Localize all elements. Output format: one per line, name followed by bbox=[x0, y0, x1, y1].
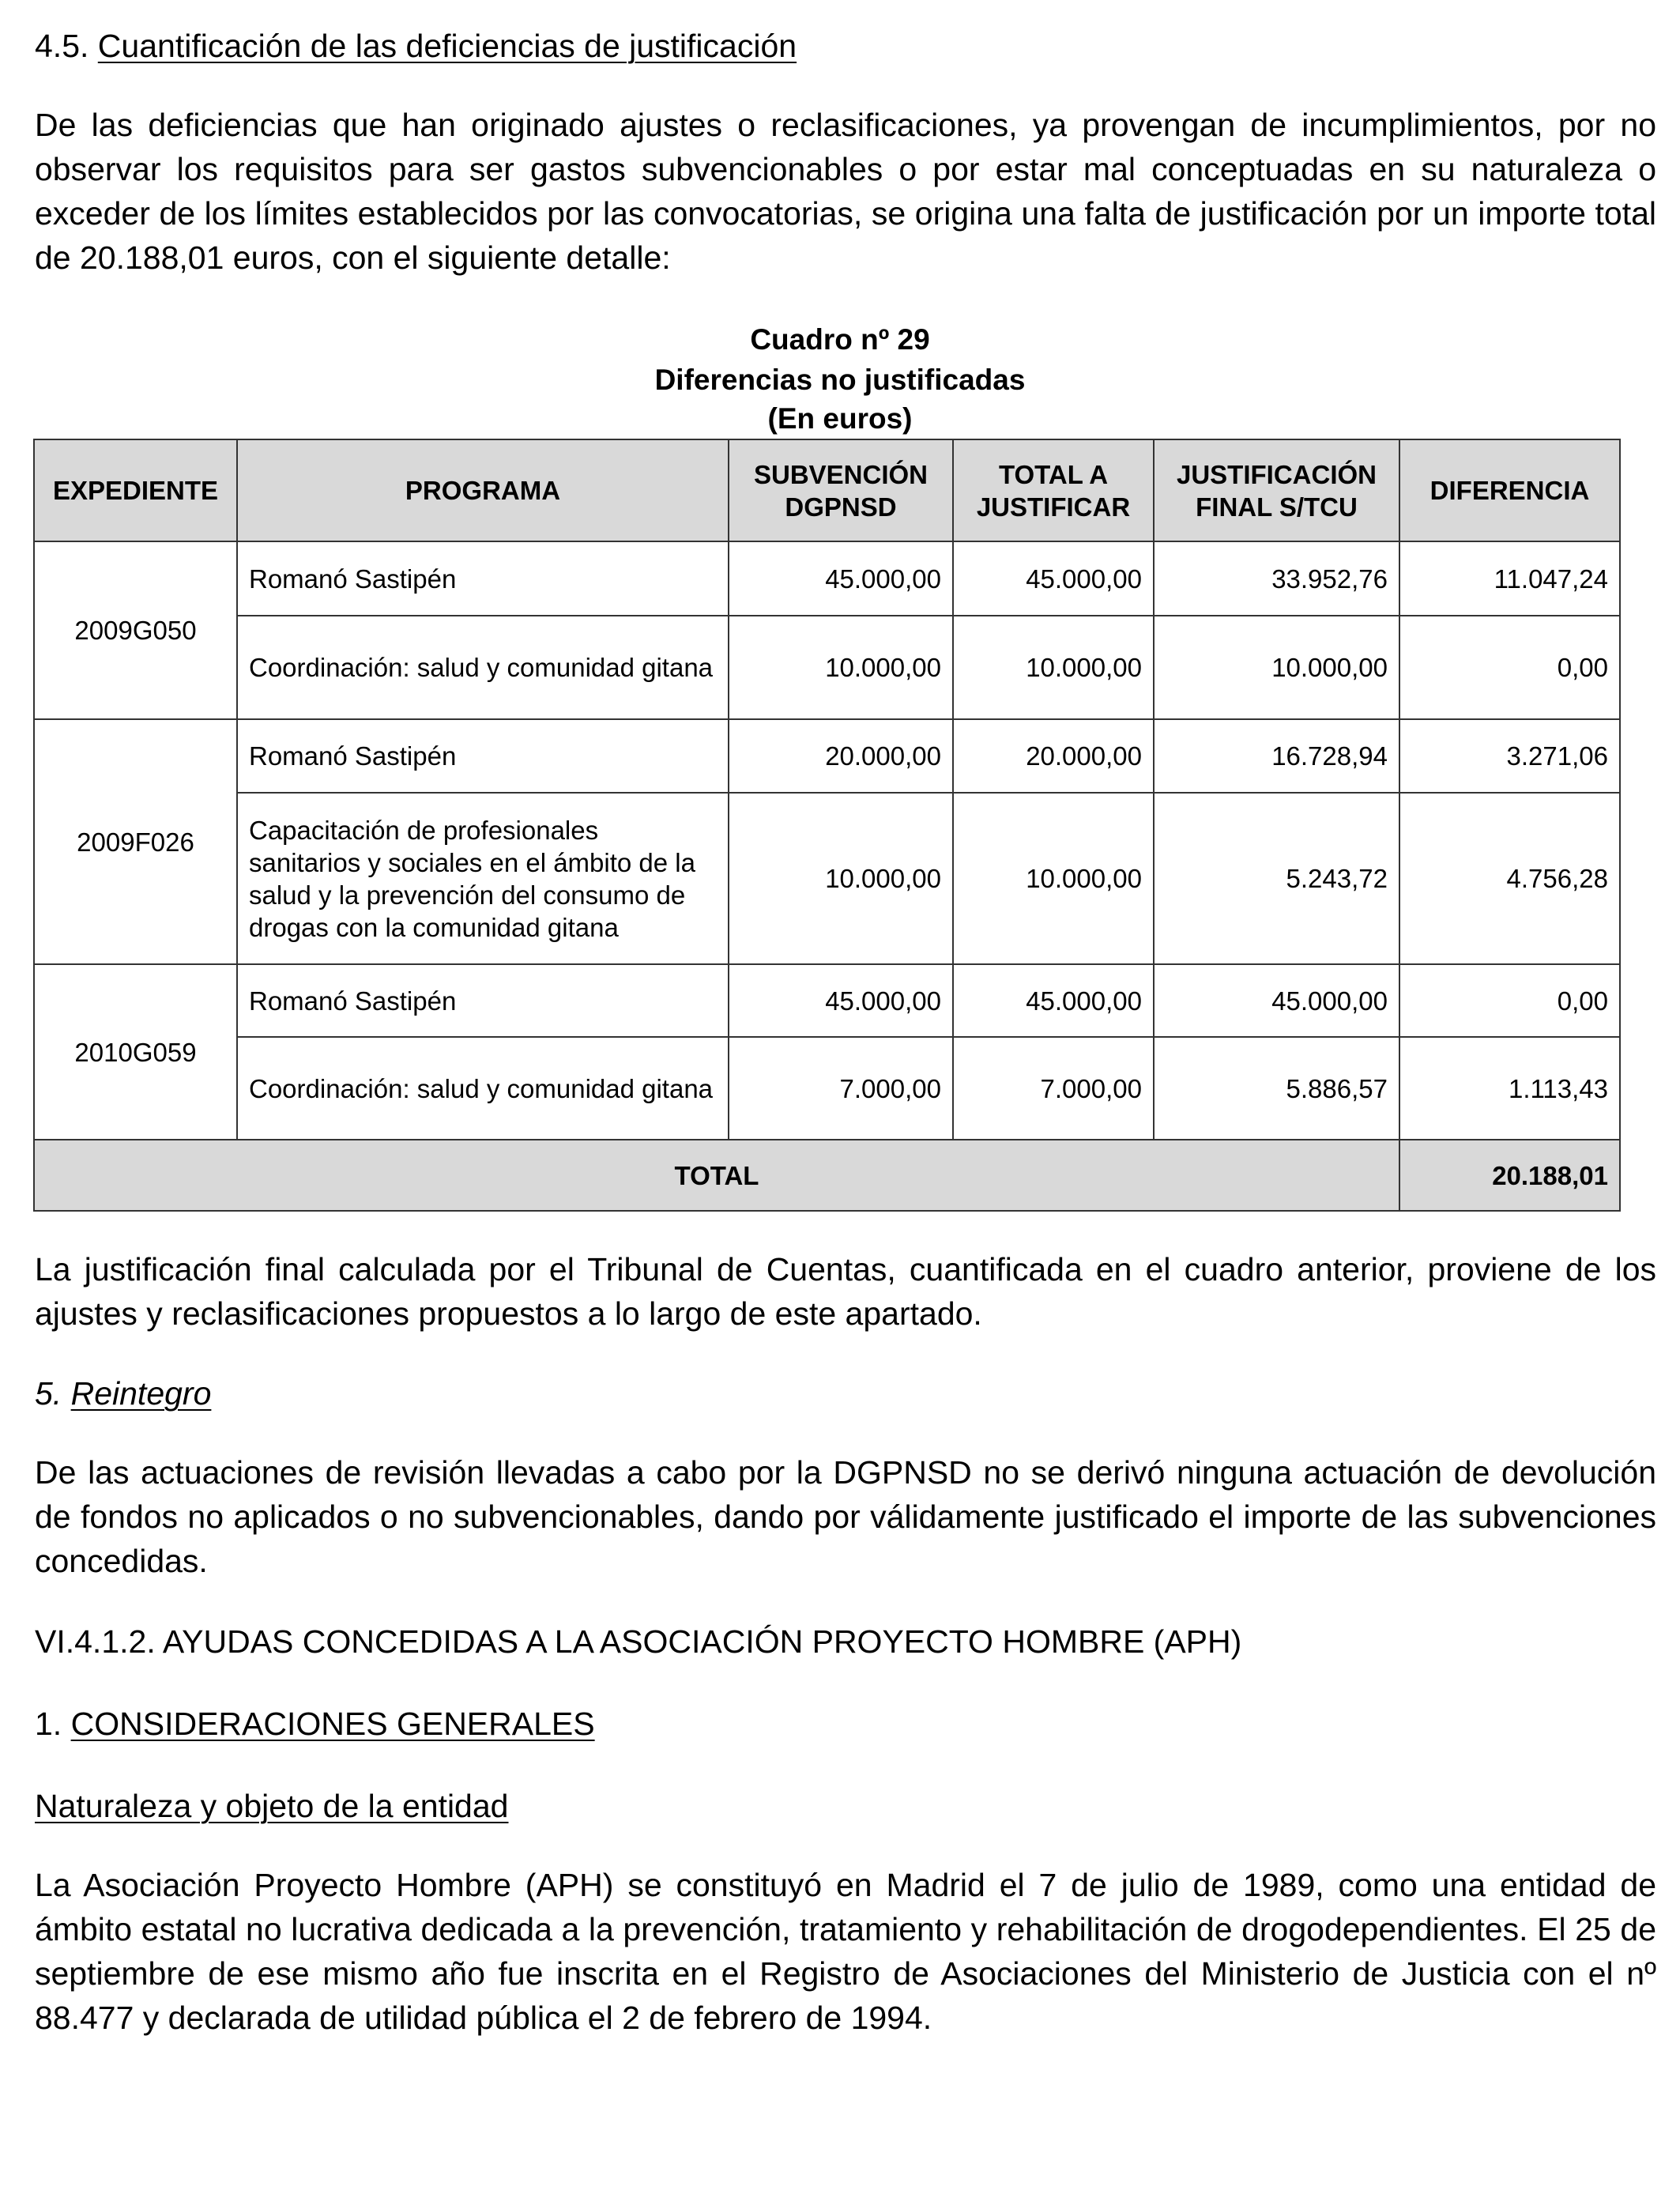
diferencia-cell: 1.113,43 bbox=[1399, 1037, 1620, 1140]
expediente-cell: 2009F026 bbox=[34, 719, 237, 964]
expediente-cell: 2010G059 bbox=[34, 964, 237, 1140]
intro-paragraph: De las deficiencias que han originado ajustes o reclasificaciones, ya provengan de incumplimientos, por no observar los requisitos para ser gastos subvencionables o por estar mal conceptuadas en su naturaleza o exceder de los límites establecidos por las convocatorias, se origina una falta de justificación por un importe total de 20.188,01 euros, con el siguiente detalle: bbox=[35, 107, 1656, 276]
total-cell: 45.000,00 bbox=[953, 964, 1154, 1037]
aph-paragraph: La Asociación Proyecto Hombre (APH) se constituyó en Madrid el 7 de julio de 1989, como una entidad de ámbito estatal no lucrativa dedicada a la prevención, tratamiento y rehabilitación de drogodependientes. El 25 de septiembre de ese mismo año fue inscrita en el Registro de Asociaciones del Ministerio de Justicia con el nº 88.477 y declarada de utilidad pública el 2 de febrero de 1994. bbox=[35, 1867, 1656, 2036]
subvencion-cell: 20.000,00 bbox=[729, 719, 953, 793]
differences-table bbox=[33, 439, 1621, 1212]
vi-heading: VI.4.1.2. AYUDAS CONCEDIDAS A LA ASOCIACIÓN PROYECTO HOMBRE (APH) bbox=[35, 1623, 1242, 1660]
table-row bbox=[34, 793, 1620, 964]
subvencion-cell: 10.000,00 bbox=[729, 616, 953, 719]
expediente-cell: 2009G050 bbox=[34, 541, 237, 719]
programa-cell: Coordinación: salud y comunidad gitana bbox=[237, 1037, 729, 1140]
section-5-heading bbox=[35, 1371, 1656, 1416]
subvencion-cell: 45.000,00 bbox=[729, 964, 953, 1037]
table-row bbox=[34, 964, 1620, 1037]
diferencia-cell: 4.756,28 bbox=[1399, 793, 1620, 964]
table-number: Cuadro nº 29 bbox=[750, 323, 930, 356]
programa-cell: Romanó Sastipén bbox=[237, 541, 729, 616]
justificacion-cell: 10.000,00 bbox=[1154, 616, 1399, 719]
header-programa: PROGRAMA bbox=[237, 439, 729, 541]
justification-paragraph: La justificación final calculada por el Tribunal de Cuentas, cuantificada en el cuadro anterior, proviene de los ajustes y reclasificaciones propuestos a lo largo de este apartado. bbox=[35, 1251, 1656, 1332]
header-justificacion: JUSTIFICACIÓN FINAL S/TCU bbox=[1154, 439, 1399, 541]
justificacion-cell: 16.728,94 bbox=[1154, 719, 1399, 793]
total-cell: 10.000,00 bbox=[953, 793, 1154, 964]
diferencia-cell: 11.047,24 bbox=[1399, 541, 1620, 616]
section-5-title: Reintegro bbox=[70, 1375, 212, 1412]
header-total: TOTAL A JUSTIFICAR bbox=[953, 439, 1154, 541]
programa-cell: Coordinación: salud y comunidad gitana bbox=[237, 616, 729, 719]
justificacion-cell: 33.952,76 bbox=[1154, 541, 1399, 616]
total-row bbox=[34, 1140, 1620, 1211]
programa-cell: Romanó Sastipén bbox=[237, 964, 729, 1037]
header-subvencion: SUBVENCIÓN DGPNSD bbox=[729, 439, 953, 541]
table-title: Diferencias no justificadas bbox=[654, 364, 1026, 396]
total-cell: 10.000,00 bbox=[953, 616, 1154, 719]
programa-cell: Romanó Sastipén bbox=[237, 719, 729, 793]
diferencia-cell: 0,00 bbox=[1399, 964, 1620, 1037]
total-cell: 7.000,00 bbox=[953, 1037, 1154, 1140]
section-5-number: 5. bbox=[35, 1375, 62, 1412]
subheading: Naturaleza y objeto de la entidad bbox=[35, 1788, 509, 1824]
total-cell: 45.000,00 bbox=[953, 541, 1154, 616]
diferencia-cell: 0,00 bbox=[1399, 616, 1620, 719]
table-units: (En euros) bbox=[767, 402, 913, 435]
total-value: 20.188,01 bbox=[1399, 1140, 1620, 1211]
general-number: 1. bbox=[35, 1706, 62, 1742]
header-diferencia: DIFERENCIA bbox=[1399, 439, 1620, 541]
header-expediente: EXPEDIENTE bbox=[34, 439, 237, 541]
table-header-row bbox=[34, 439, 1620, 541]
section-title: Cuantificación de las deficiencias de justificación bbox=[97, 28, 797, 64]
table-row bbox=[34, 719, 1620, 793]
diferencia-cell: 3.271,06 bbox=[1399, 719, 1620, 793]
table-row bbox=[34, 1037, 1620, 1140]
section-number: 4.5. bbox=[35, 28, 89, 64]
general-heading bbox=[35, 1702, 1656, 1746]
justificacion-cell: 45.000,00 bbox=[1154, 964, 1399, 1037]
subvencion-cell: 45.000,00 bbox=[729, 541, 953, 616]
reintegro-paragraph: De las actuaciones de revisión llevadas a cabo por la DGPNSD no se derivó ninguna actuación de devolución de fondos no aplicados o no subvencionables, dando por válidamente justificado el importe de las subvenciones concedidas. bbox=[35, 1454, 1656, 1579]
section-heading bbox=[35, 24, 1656, 68]
programa-cell: Capacitación de profesionales sanitarios y sociales en el ámbito de la salud y la prevención del consumo de drogas con la comunidad gitana bbox=[237, 793, 729, 964]
subvencion-cell: 7.000,00 bbox=[729, 1037, 953, 1140]
table-row bbox=[34, 541, 1620, 616]
justificacion-cell: 5.243,72 bbox=[1154, 793, 1399, 964]
table-row bbox=[34, 616, 1620, 719]
total-label: TOTAL bbox=[34, 1140, 1399, 1211]
general-title: CONSIDERACIONES GENERALES bbox=[70, 1706, 595, 1742]
justificacion-cell: 5.886,57 bbox=[1154, 1037, 1399, 1140]
subvencion-cell: 10.000,00 bbox=[729, 793, 953, 964]
total-cell: 20.000,00 bbox=[953, 719, 1154, 793]
